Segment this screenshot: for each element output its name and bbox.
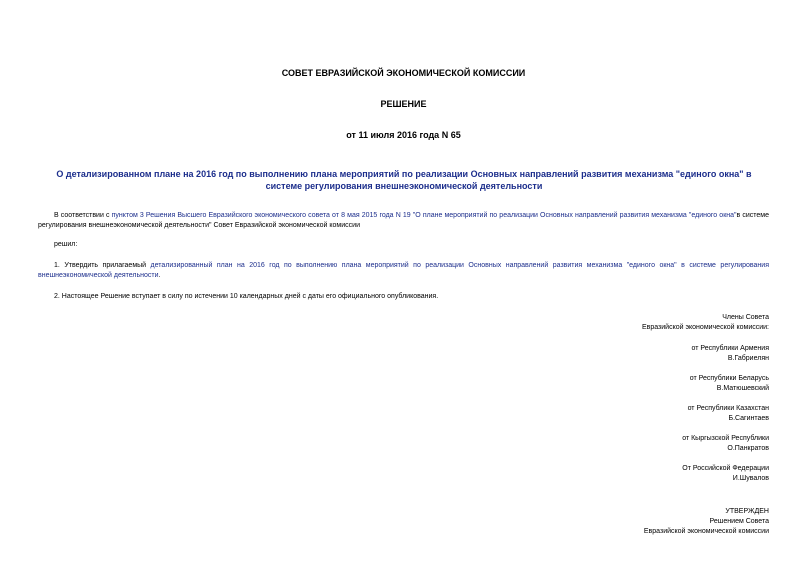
- signature-country: от Республики Казахстан: [687, 405, 769, 412]
- approval-line-2: Решением Совета: [709, 518, 769, 525]
- signature-country: от Республики Армения: [691, 345, 769, 352]
- signature-country: от Кыргызской Республики: [682, 435, 769, 442]
- council-members-block: [642, 313, 769, 333]
- preamble-text-start: В соответствии с: [54, 212, 112, 219]
- signature-block: [690, 374, 769, 394]
- item-1-paragraph: [38, 261, 769, 281]
- signature-name: В.Матюшевский: [716, 385, 769, 392]
- council-heading: СОВЕТ ЕВРАЗИЙСКОЙ ЭКОНОМИЧЕСКОЙ КОМИССИИ: [281, 68, 526, 78]
- preamble-reference-link[interactable]: пунктом 3 Решения Высшего Евразийского экономического совета от 8 мая 2015 года N 19 "О плане мероприятий по реализации Основных направлений развития механизма "единого окна": [111, 212, 737, 219]
- document-title: О детализированном плане на 2016 год по выполнению плана мероприятий по реализации Основных направлений развития механизма "единого окна" в системе регулирования внешнеэкономической деятельности: [56, 169, 752, 191]
- members-line-2: Евразийской экономической комиссии:: [641, 324, 769, 331]
- signature-block: [688, 404, 769, 424]
- approval-line-3: Евразийской экономической комиссии: [643, 528, 769, 535]
- item-1-text-end: .: [158, 272, 161, 279]
- members-line-1: Члены Совета: [722, 314, 769, 321]
- signature-country: от Республики Беларусь: [689, 375, 769, 382]
- signature-name: Б.Сагинтаев: [728, 415, 769, 422]
- signature-block: [682, 434, 769, 454]
- detailed-plan-link[interactable]: детализированный план на 2016 год по выполнению плана мероприятий по реализации Основных направлений развития механизма "единого окна" в системе регулирования внешнеэкономической деятельности: [38, 262, 769, 279]
- resolved-label: решил:: [54, 241, 78, 248]
- approval-block: [644, 507, 769, 537]
- signature-name: И.Шувалов: [732, 475, 769, 482]
- decision-date-number: от 11 июля 2016 года N 65: [346, 130, 461, 140]
- item-1-text-start: 1. Утвердить прилагаемый: [54, 262, 151, 269]
- signature-name: О.Панкратов: [727, 445, 769, 452]
- signature-block: [692, 344, 769, 364]
- signature-block: [682, 464, 769, 484]
- item-2-paragraph: 2. Настоящее Решение вступает в силу по истечении 10 календарных дней с даты его официального опубликования.: [54, 293, 439, 300]
- preamble-paragraph: [38, 211, 769, 231]
- decision-heading: РЕШЕНИЕ: [380, 99, 427, 109]
- signature-country: От Российской Федерации: [682, 465, 769, 472]
- preamble-text-end: в системе регулирования внешнеэкономической деятельности" Совет Евразийской экономической комиссии: [38, 212, 769, 229]
- approval-line-1: УТВЕРЖДЕН: [725, 508, 769, 515]
- signature-name: В.Габриелян: [727, 355, 769, 362]
